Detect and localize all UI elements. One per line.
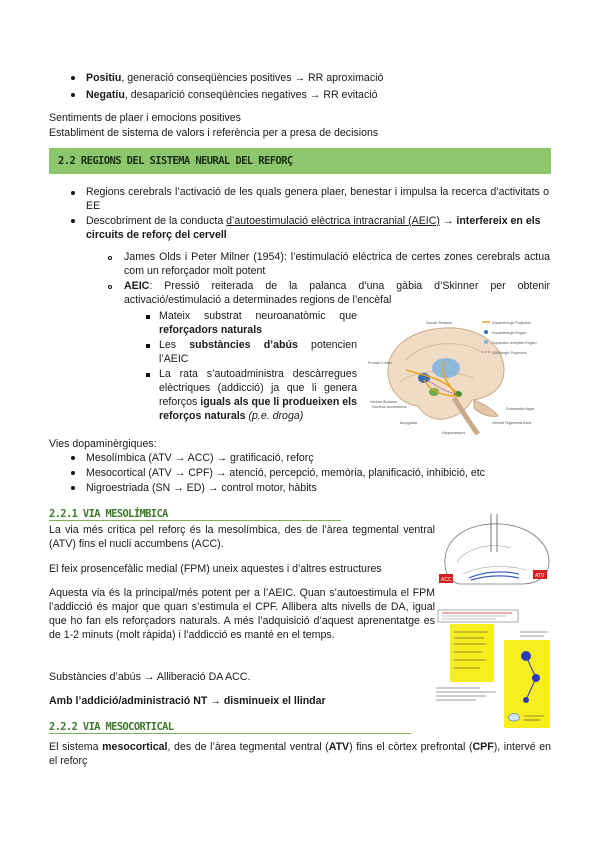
square-bullet [146,373,150,377]
bullet-dot [71,471,75,475]
brain-label: Ventral Striatum [370,400,398,404]
dopamine-nigroestriada: Nigroestriada (SN → ED) → control motor, hàbits [86,482,317,494]
bullet-dot [71,93,75,97]
dopamine-mesolimbica: Mesolímbica (ATV → ACC) → gratificació, reforç [86,452,314,464]
brain-label: Substantia Nigra [506,407,535,411]
bullet-regions: Regions cerebrals l’activació de les quals genera plaer, benestar i impulsa la recerca d’activitats o EE [86,186,549,212]
bullet-positiu: Positiu, generació conseqüències positives → RR aproximació [86,72,384,84]
legend-item: Dopaminergic Region [492,331,527,335]
mesolimbica-p4: Substàncies d’abús → Alliberació DA ACC. [49,671,251,683]
sq-substancies: Les substàncies d’abús potencien l’AEIC [159,339,357,365]
bullet-dot [71,76,75,80]
subsection-title: 2.2.1 VIA MESOLÍMBICA [49,508,168,520]
mesolimbica-p1: La via més crítica pel reforç és la mesolímbica, des de l’àrea tegmental ventral (ATV) fins el nucli accumbens (ACC). [49,524,435,550]
brain-label: Hippocampus [442,431,466,435]
atv-label: ATV [535,573,545,579]
dopamine-intro: Vies dopaminèrgiques: [49,438,157,450]
sub-aeic: AEIC: Pressió reiterada de la palanca d’una gàbia d’Skinner per obtenir activació/estimulació a determinades regions de l’encèfal [124,280,550,306]
legend-item: GABAergic Projection [492,351,527,355]
sub-olds-milner: James Olds i Peter Milner (1954): l’estimulació elèctrica de certes zones cerebrals actua com un reforçador molt potent [124,251,550,277]
bullet-negatiu: Negatiu, desaparició conseqüències negatives → RR evitació [86,89,378,101]
bullet-dot [71,456,75,460]
dopamine-mesocortical: Mesocortical (ATV → CPF) → atenció, percepció, memòria, planificació, inhibició, etc [86,467,485,479]
bullet-aeic-discovery: Descobriment de la conducta d’autoestimulació elèctrica intracranial (AEIC) → interfereix en els circuits de reforç del cervell [86,215,541,241]
mesolimbic-sagittal-figure [439,512,555,594]
circle-bullet [108,285,112,289]
reward-circuit-diagram [436,608,552,732]
bullet-dot [71,191,75,195]
intro-line: Sentiments de plaer i emocions positives [49,112,241,124]
mesolimbica-p3: Aquesta via és la principal/més potent per a l’AEIC. Quan s’autoestimula el FPM l’addicció és major que quan s’estimula el CPF. Allibera alts nivells de DA, igual que ho fan els reforçadors naturals. A més l’adquisició d’aquest aprenentatge es de 1-2 minuts (molt ràpida) i l’addicció es manté en el temps. [49,587,435,641]
subsection-underline [49,733,411,734]
subsection-title: 2.2.2 VIA MESOCORTICAL [49,721,174,733]
square-bullet [146,344,150,348]
subsection-underline [49,520,341,521]
mesocortical-p1: El sistema mesocortical, des de l’àrea tegmental ventral (ATV) fins el còrtex prefrontal (CPF), intervé en el reforç [49,741,551,767]
section-title: 2.2 REGIONS DEL SISTEMA NEURAL DEL REFORÇ [58,155,293,167]
bullet-dot [71,219,75,223]
sq-substrat: Mateix substrat neuroanatòmic que reforçadors naturals [159,310,357,336]
circle-bullet [108,256,112,260]
brain-label: Ventral Tegmental Area [492,421,532,425]
brain-label: Amygdala [400,421,417,425]
mesolimbica-p5: Amb l’addició/administració NT → disminueix el llindar [49,695,326,707]
brain-label: Frontal Cortex [368,361,393,365]
bullet-dot [71,486,75,490]
mesolimbica-p2: El feix prosencefàlic medial (FPM) uneix aquestes i d’altres estructures [49,563,382,575]
legend-item: Dopamine-receptive Region [492,341,537,345]
acc-label: ACC [441,577,452,583]
aeic-link: d’autoestimulació elèctrica intracranial (AEIC) [226,215,440,227]
square-bullet [146,315,150,319]
legend-item: Dopaminergic Projection [492,321,532,325]
intro-line: Establiment de sistema de valors i referència per a presa de decisions [49,127,379,139]
sq-rata: La rata s’autoadministra descàrregues elèctriques (addicció) ja que li genera reforços iguals als que li produeixen els reforços naturals (p.e. droga) [159,368,357,422]
brain-reward-figure [366,312,554,440]
brain-label: Dorsal Striatum [426,321,453,325]
brain-label: Nucleus Accumbens [372,405,407,409]
